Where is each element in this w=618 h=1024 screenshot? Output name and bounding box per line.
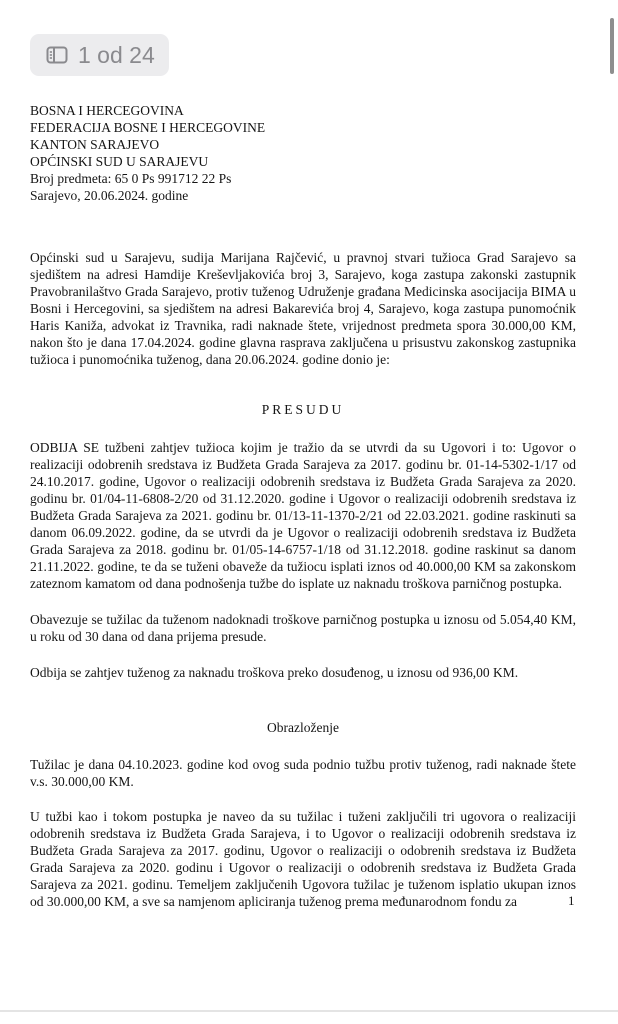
- verdict-title: PRESUDU: [261, 402, 345, 417]
- header-line-date: Sarajevo, 20.06.2024. godine: [30, 188, 189, 203]
- page-indicator-label: 1 od 24: [78, 41, 155, 68]
- page-bottom-divider: [0, 1010, 618, 1012]
- costs-paragraph: Obavezuje se tužilac da tuženom nadoknadi troškove parničnog postupka u iznosu od 5.054,40 KM, u roku od 30 dana od dana prijema presude.: [30, 612, 576, 644]
- reasoning-title: Obrazloženje: [267, 720, 339, 735]
- intro-paragraph: Općinski sud u Sarajevu, sudija Marijana Rajčević, u pravnoj stvari tužioca Grad Sarajevo sa sjedištem na adresi Hamdije Kreševljakovića broj 3, Sarajevo, koga zastupa zakonski zastupnik Pravobranilaštvo Grada Sarajevo, protiv tuženog Udruženje građana Medicinska asocijacija BIMA u Bosni i Hercegovini, sa sjedištem na adresi Bakarevića broj 4, Sarajevo, koga zastupa punomoćnik Haris Kaniža, advokat iz Travnika, radi naknade štete, vrijednost predmeta spora 30.000,00 KM, nakon što je dana 17.04.2024. godine glavna rasprava zaključena u prisustvu zakonskog zastupnika tužioca i punomoćnika tuženog, dana 20.06.2024. godine donio je:: [30, 250, 576, 367]
- header-line-canton: KANTON SARAJEVO: [30, 137, 160, 152]
- court-header: [30, 102, 576, 204]
- header-line-court: OPĆINSKI SUD U SARAJEVU: [30, 154, 209, 169]
- claim-paragraph: U tužbi kao i tokom postupka je naveo da su tužilac i tuženi zaključili tri ugovora o realizaciji odobrenih sredstava iz Budžeta Grada Sarajeva, i to Ugovor o realizaciji odobrenih sredstava iz Budžeta Grada Sarajeva za 2017. godinu, Ugovor o realizaciji o odobrenih sredstava iz Budžeta Grada Sarajeva za 2020. godinu i Ugovor o realizaciji o odobrenih sredstava iz Budžeta Grada Sarajeva za 2021. godinu. Temeljem zaključenih Ugovora tužilac je tuženom isplatio ukupan iznos od 30.000,00 KM, a sve sa namjenom apliciranja tuženog prema međunarodnom fondu za: [30, 809, 576, 909]
- document-page: [30, 102, 576, 910]
- page-number: 1: [568, 893, 575, 908]
- scrollbar[interactable]: [610, 18, 614, 74]
- filed-paragraph: Tužilac je dana 04.10.2023. godine kod ovog suda podnio tužbu protiv tuženog, radi naknade štete v.s. 30.000,00 KM.: [30, 757, 576, 789]
- header-line-federation: FEDERACIJA BOSNE I HERCEGOVINE: [30, 120, 266, 135]
- header-line-country: BOSNA I HERCEGOVINA: [30, 103, 184, 118]
- page-indicator[interactable]: [30, 34, 169, 76]
- rejects-paragraph: Odbija se zahtjev tuženog za naknadu troškova preko dosuđenog, u iznosu od 936,00 KM.: [30, 665, 519, 680]
- sidebar-panel-icon: [46, 46, 68, 64]
- verdict-paragraph: ODBIJA SE tužbeni zahtjev tužioca kojim je tražio da se utvrdi da su Ugovori i to: Ugovor o realizaciji odobrenih sredstava iz Budžeta Grada Sarajeva za 2017. godinu br. 01-14-5302-1/17 od 24.10.2017. godine, Ugovor o realizaciji odobrenih sredstava iz Budžeta Grada Sarajeva za 2020. godinu br. 01/04-11-6808-2/20 od 31.12.2020. godine i Ugovor o realizaciji odobrenih sredstava iz Budžeta Grada Sarajeva za 2021. godinu br. 01/13-11-1370-2/21 od 22.03.2021. godine raskinuti sa danom 06.09.2022. godine, da se utvrdi da je Ugovor o realizaciji odobrenih sredstava iz Budžeta Grada Sarajeva za 2018. godinu br. 01/05-14-6757-1/18 od 31.12.2018. godine raskinut sa danom 21.11.2022. godine, te da se tuženi obaveže da tužiocu isplati iznos od 40.000,00 KM sa zakonskom zateznom kamatom od dana podnošenja tužbe do isplate uz naknadu troškova parničnog postupka.: [30, 440, 576, 591]
- header-line-case-number: Broj predmeta: 65 0 Ps 991712 22 Ps: [30, 171, 232, 186]
